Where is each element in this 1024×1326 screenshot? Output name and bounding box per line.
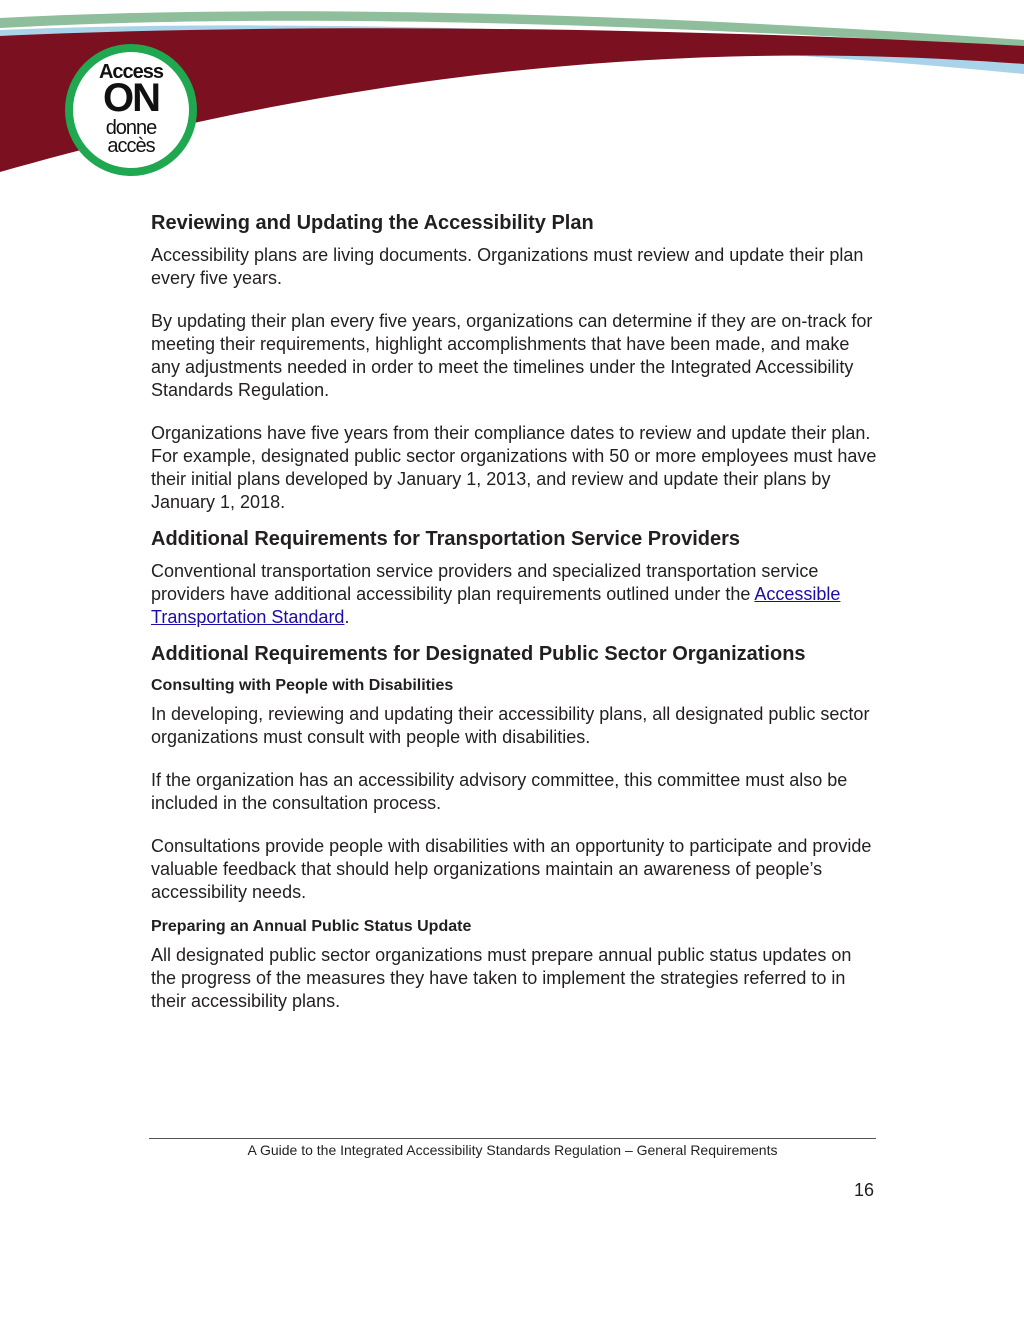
section-heading-reviewing: Reviewing and Updating the Accessibility Plan <box>151 212 594 234</box>
page-number: 16 <box>853 1180 874 1200</box>
subsection-heading-consulting: Consulting with People with Disabilities <box>151 677 454 694</box>
logo-text-access: Access <box>98 61 164 83</box>
paragraph-with-link <box>151 560 881 629</box>
paragraph: In developing, reviewing and updating their accessibility plans, all designated public sector organizations must consult with people with disabilities. <box>151 704 870 747</box>
accessible-transportation-standard-link[interactable]: Accessible Transportation Standard <box>151 584 841 627</box>
logo-inner <box>73 52 189 168</box>
footer-text: A Guide to the Integrated Accessibility Standards Regulation – General Requirements <box>247 1142 778 1158</box>
paragraph-text: . <box>344 607 350 627</box>
paragraph: Organizations have five years from their compliance dates to review and update their plan. For example, designated public sector organizations with 50 or more employees must have their initial plans developed by January 1, 2013, and review and update their plans by January 1, 2018. <box>151 423 877 512</box>
paragraph: If the organization has an accessibility advisory committee, this committee must also be included in the consultation process. <box>151 770 848 813</box>
subsection-heading-annual-status: Preparing an Annual Public Status Update <box>151 918 472 935</box>
document-body <box>151 210 881 1033</box>
paragraph: Consultations provide people with disabilities with an opportunity to participate and provide valuable feedback that should help organizations maintain an awareness of people’s accessibility needs. <box>151 836 872 902</box>
paragraph: All designated public sector organizations must prepare annual public status updates on the progress of the measures they have taken to implement the strategies referred to in their accessibility plans. <box>151 945 852 1011</box>
paragraph: By updating their plan every five years, organizations can determine if they are on-track for meeting their requirements, highlight accomplishments that have been made, and make any adjustments needed in order to meet the timelines under the Integrated Accessibility Standards Regulation. <box>151 311 873 400</box>
footer-divider <box>149 1138 876 1139</box>
access-on-logo <box>65 44 197 176</box>
logo-text-acces: accès <box>107 135 155 157</box>
section-heading-public-sector: Additional Requirements for Designated Public Sector Organizations <box>151 643 806 665</box>
logo-text-on: ON <box>103 76 159 120</box>
section-heading-transportation: Additional Requirements for Transportation Service Providers <box>151 528 741 550</box>
paragraph-text: Conventional transportation service providers and specialized transportation service providers have additional accessibility plan requirements outlined under the <box>151 561 819 604</box>
logo-text-donne: donne <box>105 117 157 139</box>
paragraph: Accessibility plans are living documents. Organizations must review and update their plan every five years. <box>151 245 864 288</box>
